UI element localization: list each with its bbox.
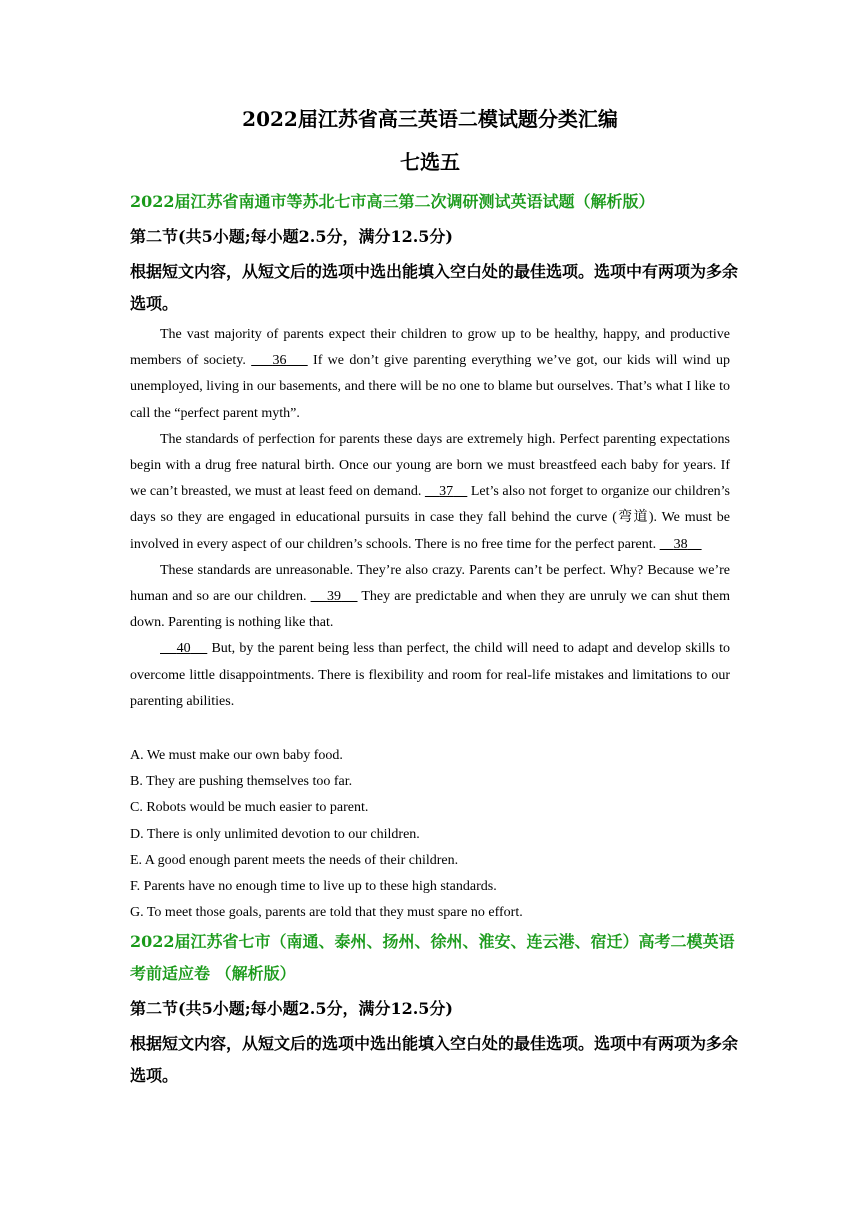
section1-source: 2022届江苏省南通市等苏北七市高三第二次调研测试英语试题（解析版）	[130, 192, 655, 211]
blank-38: 38	[673, 536, 688, 552]
blank-40: 40	[176, 641, 191, 657]
blank-36: 36	[272, 353, 287, 369]
paragraph-1: The vast majority of parents expect their children to grow up to be healthy, happy, and productive members of society. 36 If we don’t give parenting everything we’ve got, our kids will wind up unemployed, living in our basements, and there will be no one to blame but ourselves. That’s what I like to call the “perfect parent myth”.	[130, 327, 730, 421]
sub-title: 七选五	[400, 150, 460, 174]
options-list	[130, 743, 730, 926]
option-g: G. To meet those goals, parents are told that they must spare no effort.	[130, 905, 523, 921]
section1-part-heading: 第二节(共5小题;每小题2.5分，满分12.5分)	[130, 227, 453, 246]
passage	[130, 322, 730, 715]
paragraph-2: The standards of perfection for parents these days are extremely high. Perfect parenting expectations begin with a drug free natural birth. Once our young are born we must breastfeed each baby for years. If we can’t breasted, we must at least feed on demand. 37 Let’s also not forget to organize our children’s days so they are engaged in educational pursuits in case they fall behind the curve (弯道). We must be involved in every aspect of our children’s schools. There is no free time for the perfect parent. 38	[130, 431, 731, 552]
option-d: D. There is only unlimited devotion to our children.	[130, 826, 420, 842]
section2-source: 2022届江苏省七市（南通、泰州、扬州、徐州、淮安、连云港、宿迁）高考二模英语考前适应卷 （解析版）	[130, 932, 735, 983]
section1-instruction: 根据短文内容，从短文后的选项中选出能填入空白处的最佳选项。选项中有两项为多余选项。	[130, 262, 739, 313]
section2-instruction: 根据短文内容，从短文后的选项中选出能填入空白处的最佳选项。选项中有两项为多余选项。	[130, 1034, 739, 1085]
blank-39: 39	[327, 589, 342, 605]
option-a: A. We must make our own baby food.	[130, 748, 343, 763]
option-e: E. A good enough parent meets the needs of their children.	[130, 852, 459, 868]
main-title: 2022届江苏省高三英语二模试题分类汇编	[242, 107, 618, 131]
option-c: C. Robots would be much easier to parent.	[130, 800, 369, 816]
paragraph-3: These standards are unreasonable. They’re also crazy. Parents can’t be perfect. Why? Because we’re human and so are our children. 39 They are predictable and when they are unruly we can shut them down. Parenting is nothing like that.	[130, 562, 731, 631]
section2-part-heading: 第二节(共5小题;每小题2.5分，满分12.5分)	[130, 999, 453, 1018]
option-f: F. Parents have no enough time to live up to these high standards.	[130, 879, 497, 895]
paragraph-4: 40 But, by the parent being less than perfect, the child will need to adapt and develop skills to overcome little disappointments. There is flexibility and room for real-life mistakes and limitations to our parenting abilities.	[130, 641, 731, 709]
blank-37: 37	[439, 484, 454, 500]
option-b: B. They are pushing themselves too far.	[130, 774, 353, 790]
